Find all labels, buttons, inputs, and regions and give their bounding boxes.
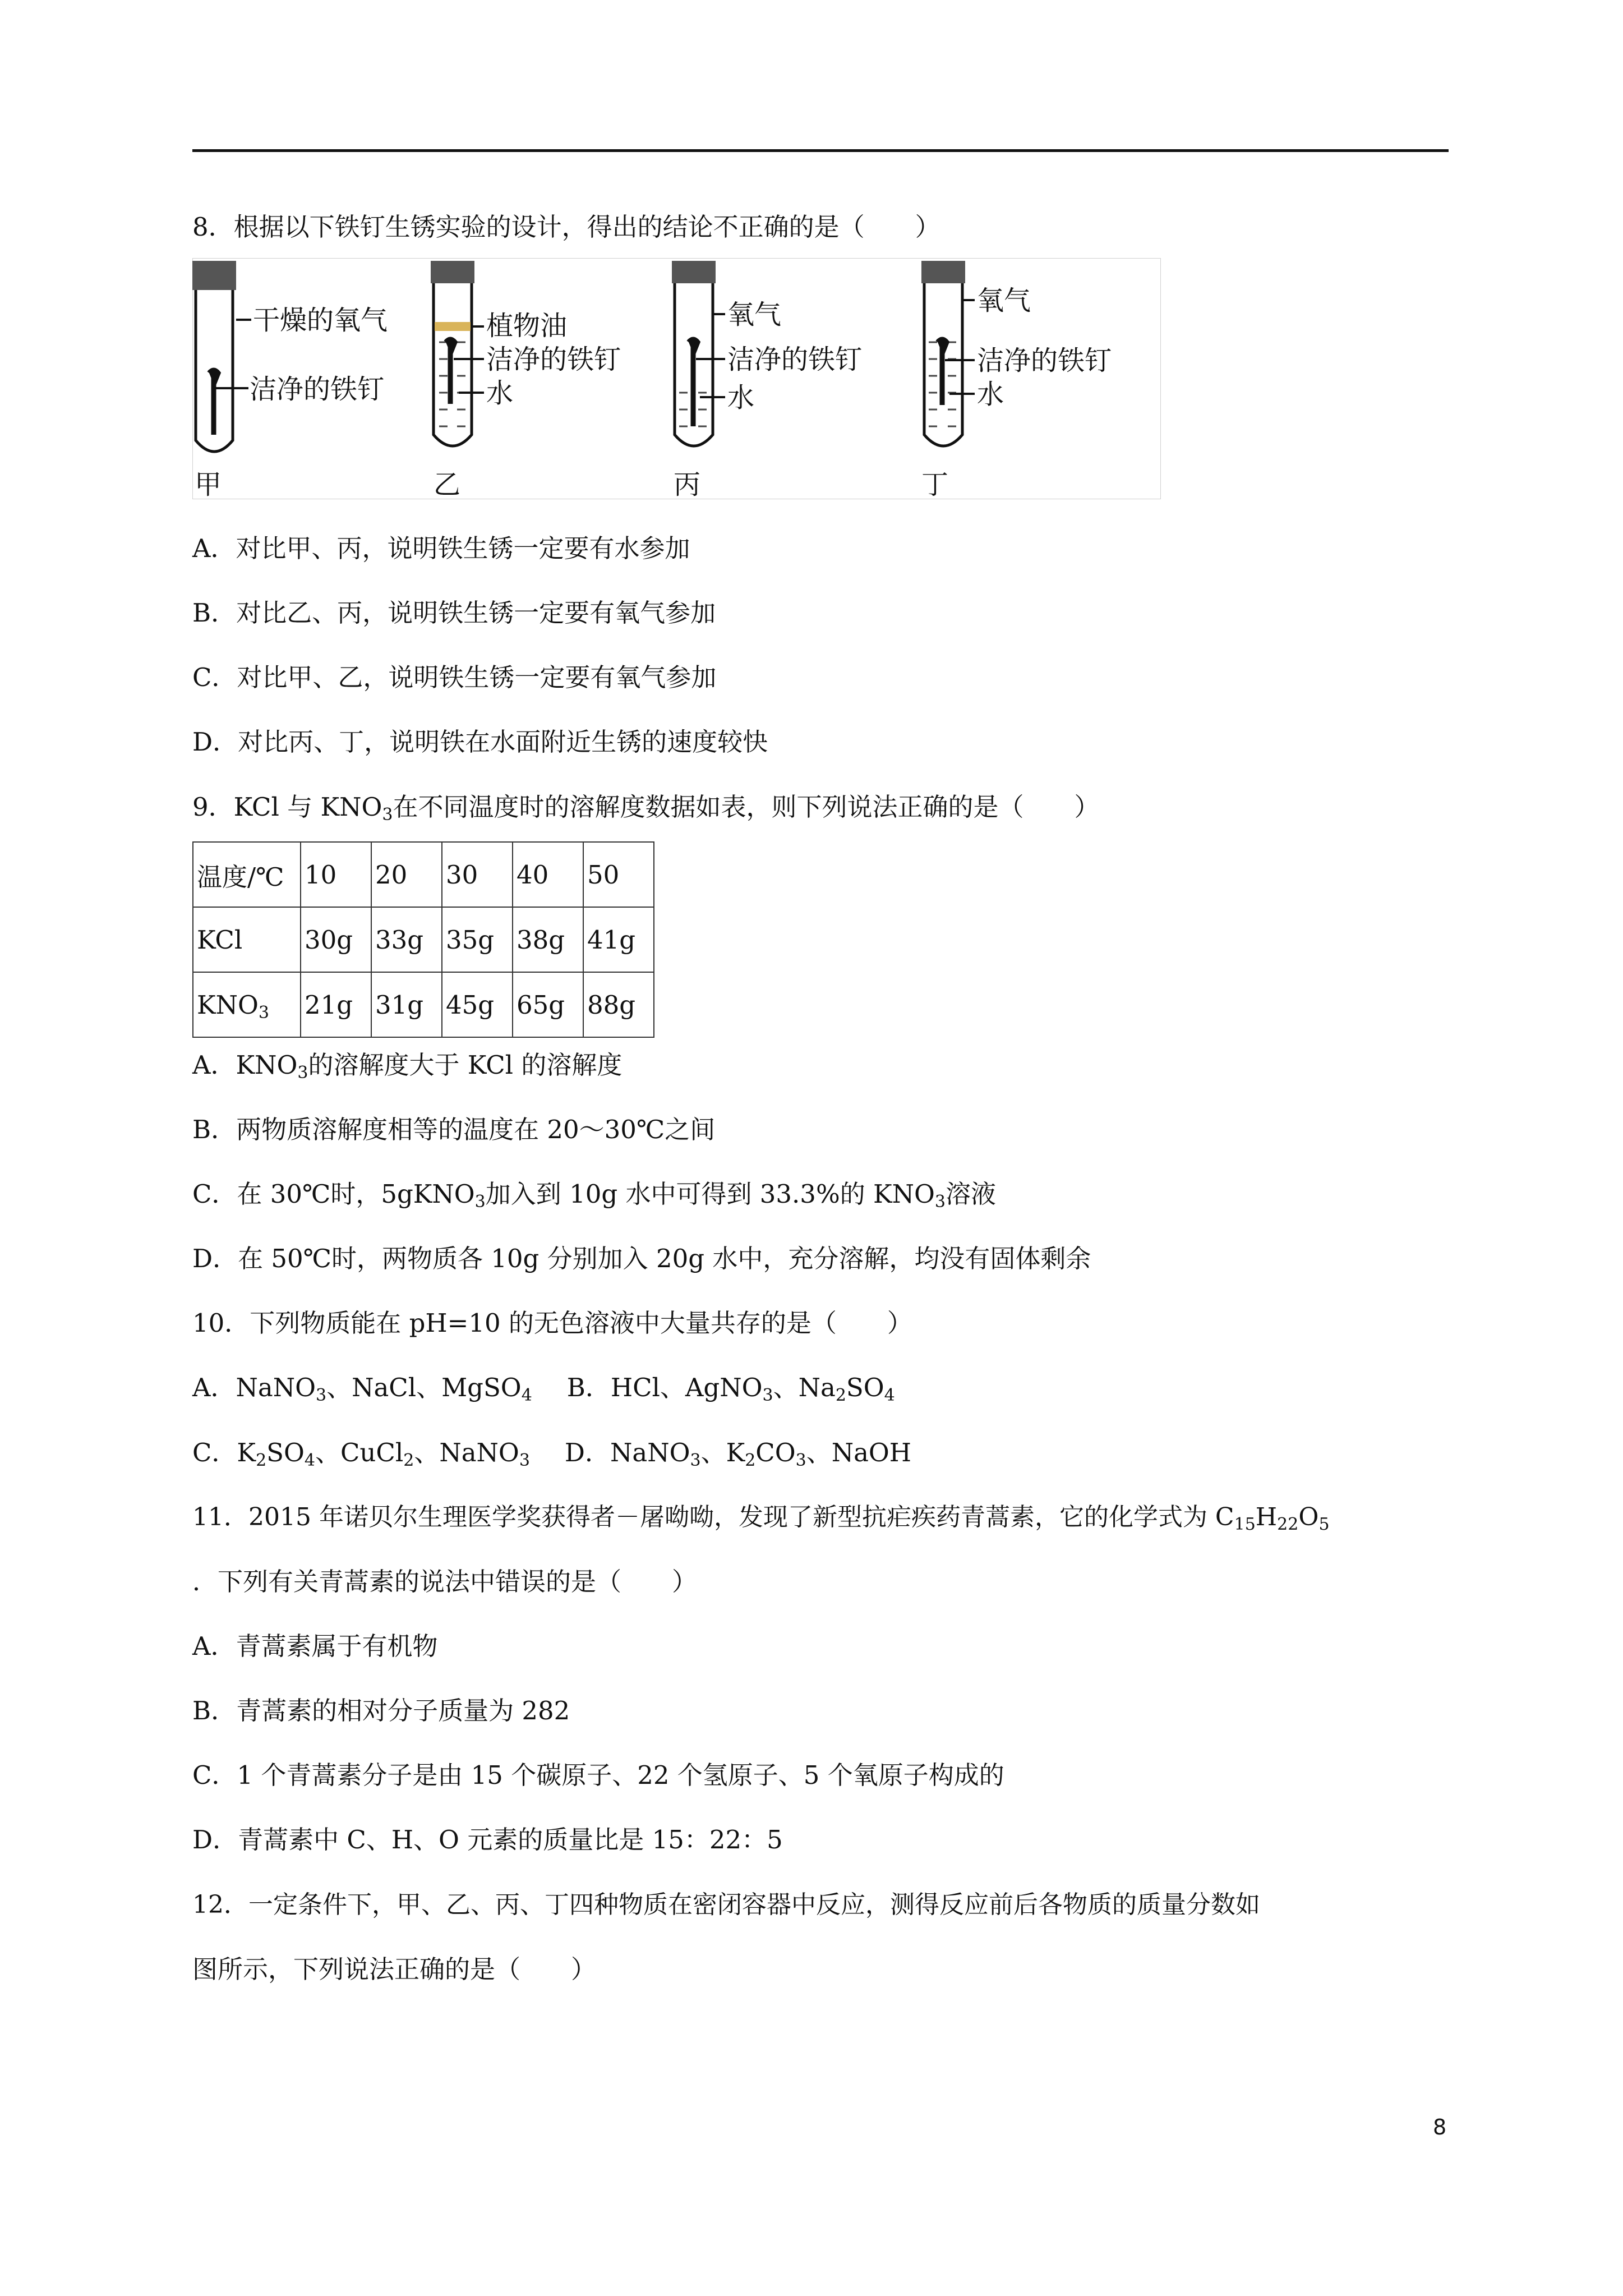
q11-option-a: A．青蒿素属于有机物 (192, 1631, 438, 1661)
table-cell: 45g (442, 972, 513, 1037)
table-cell: 30 (442, 842, 513, 907)
tube-bing-name: 丙 (674, 469, 701, 499)
table-cell: 30g (301, 907, 371, 972)
table-cell: 温度/℃ (193, 842, 301, 907)
q8-option-b: B．对比乙、丙，说明铁生锈一定要有氧气参加 (192, 598, 716, 628)
table-header-row (193, 842, 654, 907)
q10-stem: 10．下列物质能在 pH=10 的无色溶液中大量共存的是（ ） (192, 1308, 912, 1338)
q8-stem: 8．根据以下铁钉生锈实验的设计，得出的结论不正确的是（ ） (192, 212, 940, 242)
table-cell: 50 (583, 842, 654, 907)
table-cell: 38g (513, 907, 583, 972)
q8-option-c: C．对比甲、乙，说明铁生锈一定要有氧气参加 (192, 662, 717, 692)
tube-bing-label-2: 洁净的铁钉 (727, 344, 863, 375)
q10-options-row-2: C．$K_2SO_4$、CuCl$_2$、NaNO$_3$ D．NaNO$_3$、$K_2CO_3$、NaOH (192, 1438, 912, 1470)
q11-stem-line-2: ．下列有关青蒿素的说法中错误的是（ ） (192, 1567, 698, 1596)
table-cell: 35g (442, 907, 513, 972)
table-cell: 65g (513, 972, 583, 1037)
tube-jia-label-2: 洁净的铁钉 (250, 374, 385, 405)
tube-yi-label-2: 洁净的铁钉 (486, 344, 621, 375)
tube-ding-label-3: 水 (977, 379, 1004, 410)
q8-option-d: D．对比丙、丁，说明铁在水面附近生锈的速度较快 (192, 727, 768, 757)
tube-bing-label-1: 氧气 (727, 299, 782, 330)
tube-yi (431, 261, 621, 499)
table-cell: 21g (301, 972, 371, 1037)
tube-ding-name: 丁 (921, 469, 949, 499)
tube-jia-name: 甲 (195, 469, 222, 499)
table-cell: 40 (513, 842, 583, 907)
tube-jia-label-1: 干燥的氧气 (253, 305, 388, 336)
table-cell: 41g (583, 907, 654, 972)
table-cell: 20 (371, 842, 442, 907)
q12-stem-line-2: 图所示，下列说法正确的是（ ） (192, 1954, 597, 1984)
table-cell: $KNO_3$ (193, 972, 301, 1037)
tube-bing (672, 261, 862, 499)
tube-bing-label-3: 水 (727, 382, 755, 413)
solubility-table (192, 841, 654, 1038)
q9-option-a: A．$KNO_3$的溶解度大于 KCl 的溶解度 (192, 1050, 623, 1083)
tube-ding-label-2: 洁净的铁钉 (977, 345, 1112, 376)
q11-option-d: D．青蒿素中 C、H、O 元素的质量比是 15：22：5 (192, 1825, 783, 1855)
tube-yi-label-3: 水 (486, 378, 514, 409)
q12-stem-line-1: 12．一定条件下，甲、乙、丙、丁四种物质在密闭容器中反应，测得反应前后各物质的质量分数如 (192, 1890, 1260, 1919)
q9-option-c: C．在 30℃时，5gKNO$_3$加入到 10g 水中可得到 33.3%的 $KNO_3$溶液 (192, 1179, 996, 1212)
q11-option-c: C．1 个青蒿素分子是由 15 个碳原子、22 个氢原子、5 个氧原子构成的 (192, 1760, 1004, 1790)
tube-yi-label-1: 植物油 (486, 310, 568, 342)
q9-option-d: D．在 50℃时，两物质各 10g 分别加入 20g 水中，充分溶解，均没有固体剩余 (192, 1244, 1091, 1273)
tube-ding (921, 261, 1112, 499)
page-number: 8 (1433, 2115, 1447, 2139)
header-rule (192, 149, 1449, 152)
q11-stem-line-1: 11．2015 年诺贝尔生理医学奖获得者－屠呦呦，发现了新型抗疟疾药青蒿素，它的化学式为 $C_{15}H_{22}O_5$ (192, 1503, 1330, 1534)
rust-experiment-figure (192, 258, 1161, 499)
tube-ding-label-1: 氧气 (977, 285, 1031, 316)
table-row-kno3 (193, 972, 654, 1037)
table-cell: KCl (193, 907, 301, 972)
q9-option-b: B．两物质溶解度相等的温度在 20～30℃之间 (192, 1115, 716, 1144)
table-cell: 88g (583, 972, 654, 1037)
tube-jia (192, 261, 388, 499)
q10-options-row-1: A．NaNO$_3$、NaCl、MgSO$_4$ B．HCl、AgNO$_3$、$Na_2SO_4$ (192, 1373, 895, 1405)
q9-stem: 9．KCl 与 $KNO_3$在不同温度时的溶解度数据如表，则下列说法正确的是（ ） (192, 792, 1100, 825)
q11-option-b: B．青蒿素的相对分子质量为 282 (192, 1696, 570, 1726)
table-row-kcl (193, 907, 654, 972)
q8-option-a: A．对比甲、丙，说明铁生锈一定要有水参加 (192, 533, 690, 563)
tube-yi-name: 乙 (434, 469, 461, 499)
table-cell: 33g (371, 907, 442, 972)
table-cell: 31g (371, 972, 442, 1037)
table-cell: 10 (301, 842, 371, 907)
